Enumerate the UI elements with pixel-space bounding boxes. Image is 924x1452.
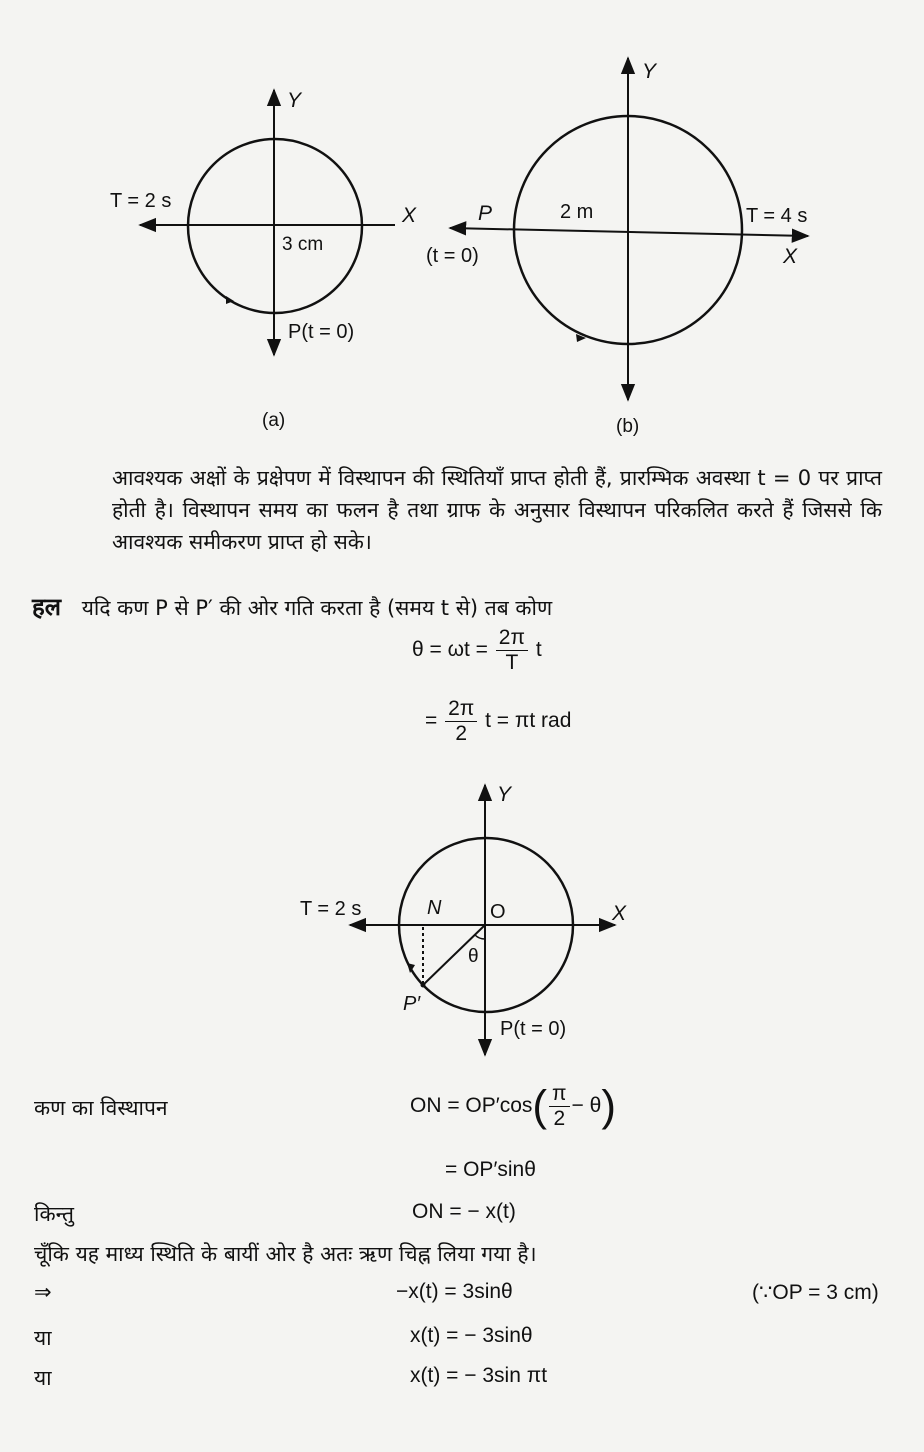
origin-label-c: O: [490, 901, 506, 923]
period-c: T = 2 s: [300, 898, 362, 920]
caption-a: (a): [262, 410, 286, 431]
eq2-lhs: =: [425, 709, 438, 733]
point-dot-c: [421, 983, 426, 988]
intro-paragraph: आवश्यक अक्षों के प्रक्षेपण में विस्थापन की स्थितियाँ प्राप्त होती हैं, प्रारम्भिक अवस्था t = 0 पर प्राप्त होती है। विस्थापन समय का फलन है तथा ग्राफ के अनुसार विस्थापन परिकलित करते हैं जिससे कि आवश्यक समीकरण प्राप्त हो सके।: [112, 466, 882, 554]
radius-a: 3 cm: [282, 234, 324, 255]
solution-text: यदि कण P से P′ की ओर गति करता है (समय t से) तब कोण: [81, 596, 553, 620]
eq2-fraction: [445, 697, 477, 746]
start-point-a: P(t = 0): [288, 321, 355, 343]
angle-label-c: θ: [468, 946, 479, 967]
row4-note: (∵OP = 3 cm): [752, 1281, 879, 1304]
y-label-b: Y: [642, 60, 657, 83]
left-paren: (: [532, 1081, 548, 1131]
point-b: P: [478, 202, 493, 225]
row1-den: 2: [553, 1107, 566, 1130]
eq1-num: 2π: [496, 626, 528, 651]
row6-label: या: [34, 1366, 52, 1390]
row1-tail: − θ: [571, 1094, 602, 1118]
radius-b: 2 m: [560, 201, 594, 223]
period-a: T = 2 s: [110, 190, 172, 212]
eq2-tail: t = πt rad: [485, 709, 572, 733]
row1-lhs: ON = OP′cos: [410, 1094, 533, 1118]
figure-b: [426, 58, 808, 437]
angle-arc-c: [475, 935, 485, 939]
eq1-den: T: [505, 651, 519, 674]
eq2-num: 2π: [445, 697, 477, 722]
period-b: T = 4 s: [746, 205, 808, 227]
eq1-tail: t: [535, 638, 542, 662]
x-label-b: X: [783, 245, 798, 268]
solution-heading: हल: [32, 593, 62, 621]
row1-equation: [410, 1082, 616, 1131]
y-label-c: Y: [497, 783, 512, 806]
row1-fraction: [549, 1082, 570, 1131]
foot-label-c: N: [427, 897, 442, 919]
x-label-c: X: [612, 902, 627, 925]
row4-label: ⇒: [34, 1280, 52, 1304]
row3-label: किन्तु: [34, 1202, 75, 1226]
moved-point-c: P′: [403, 993, 421, 1015]
row2-equation: = OP′sinθ: [445, 1158, 536, 1181]
x-label-a: X: [402, 204, 417, 227]
eq1-lhs: θ = ωt =: [412, 638, 488, 662]
eq2-den: 2: [455, 722, 468, 745]
equation-1: [412, 626, 542, 675]
right-paren: ): [601, 1081, 616, 1131]
caption-b: (b): [616, 416, 640, 437]
y-label-a: Y: [287, 89, 302, 112]
row6-equation: x(t) = − 3sin πt: [410, 1364, 548, 1387]
row5-equation: x(t) = − 3sinθ: [410, 1324, 533, 1347]
figure-a: [110, 89, 417, 431]
row4-equation: −x(t) = 3sinθ: [396, 1280, 513, 1303]
row1-num: π: [549, 1082, 570, 1107]
eq1-fraction: [496, 626, 528, 675]
solution-line: [32, 590, 552, 623]
sign-note: चूँकि यह माध्य स्थिति के बायीं ओर है अतः ऋण चिह्न लिया गया है।: [34, 1242, 537, 1266]
start-point-c: P(t = 0): [500, 1018, 567, 1040]
row5-label: या: [34, 1326, 52, 1350]
row1-label: कण का विस्थापन: [34, 1096, 168, 1120]
figure-c: [300, 783, 627, 1055]
time-label-b: (t = 0): [426, 245, 479, 267]
row3-equation: ON = − x(t): [412, 1200, 516, 1223]
equation-2: [425, 697, 571, 746]
